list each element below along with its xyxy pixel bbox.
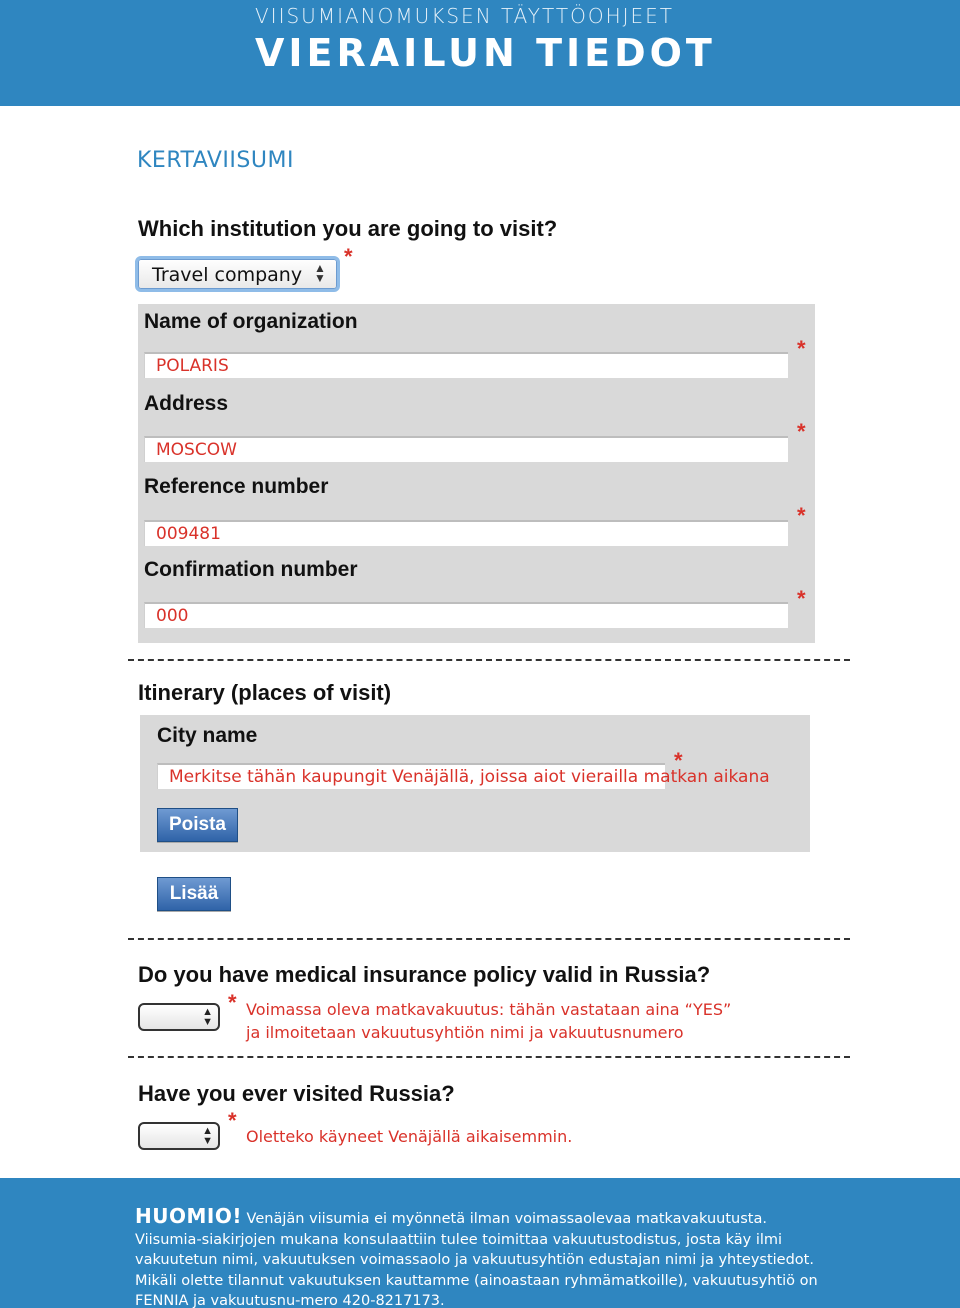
divider [128,1056,850,1058]
page-header [0,0,960,106]
visited-note: Oletteko käyneet Venäjällä aikaisemmin. [246,1127,573,1146]
insurance-note [246,998,731,1044]
required-mark: * [797,419,806,444]
required-mark: * [344,244,353,269]
select-arrows-icon: ▲ ▼ [202,1125,213,1147]
org-name-input[interactable]: POLARIS [144,352,788,378]
institution-select-value: Travel company [152,264,303,286]
divider [128,938,850,940]
insurance-select[interactable] [138,1003,220,1031]
reference-number-input[interactable]: 009481 [144,520,788,546]
required-mark: * [797,503,806,528]
page-footer [0,1178,960,1308]
institution-question: Which institution you are going to visit? [138,216,558,241]
address-label: Address [144,392,229,415]
required-mark: * [674,748,683,773]
divider [128,659,850,661]
institution-select[interactable] [135,256,340,292]
itinerary-panel [140,715,810,852]
footer-text: Venäjän viisumia ei myönnetä ilman voimassaolevaa matkavakuutusta. Viisumia-siakirjojen mukana konsulaattiin tulee toimittaa vakuutustodistus, josta käy ilmi vakuutetun nimi, vakuutuksen voimassaolo ja vakuutusyhtiön edustajan nimi ja yhteystiedot. Mikäli olette tilannut vakuutuksen kauttamme (ainoastaan ryhmämatkoille), vakuutusyhtiö on FENNIA ja vakuutusnu-mero 420-8217173. [135,1211,818,1308]
confirmation-number-input[interactable]: 000 [144,602,788,628]
required-mark: * [228,990,237,1015]
reference-number-label: Reference number [144,475,329,498]
required-mark: * [228,1108,237,1133]
itinerary-title: Itinerary (places of visit) [138,680,392,705]
city-name-label: City name [157,724,258,747]
footer-note [135,1206,825,1308]
insurance-note-line1: Voimassa oleva matkavakuutus: tähän vastataan aina “YES” [246,1000,732,1019]
visited-question: Have you ever visited Russia? [138,1081,455,1106]
city-name-input[interactable]: Merkitse tähän kaupungit Venäjällä, joissa aiot vierailla matkan aikana [157,763,665,789]
select-arrows-icon: ▲ ▼ [314,261,326,285]
footer-huomio: HUOMIO! [135,1204,242,1228]
required-mark: * [797,586,806,611]
visited-select[interactable] [138,1122,220,1150]
org-name-label: Name of organization [144,310,358,333]
insurance-note-line2: ja ilmoitetaan vakuutusyhtiön nimi ja vakuutusnumero [246,1023,684,1042]
section-title: KERTAVIISUMI [137,148,294,173]
confirmation-number-label: Confirmation number [144,558,358,581]
add-button[interactable]: Lisää [157,877,231,911]
required-mark: * [797,336,806,361]
insurance-question: Do you have medical insurance policy valid in Russia? [138,962,711,987]
select-arrows-icon: ▲ ▼ [202,1006,213,1028]
address-input[interactable]: MOSCOW [144,436,788,462]
header-supertitle: VIISUMIANOMUKSEN TÄYTTÖOHJEET [255,4,675,28]
remove-button[interactable]: Poista [157,808,238,842]
organization-panel [138,304,815,643]
header-title: VIERAILUN TIEDOT [255,31,716,75]
